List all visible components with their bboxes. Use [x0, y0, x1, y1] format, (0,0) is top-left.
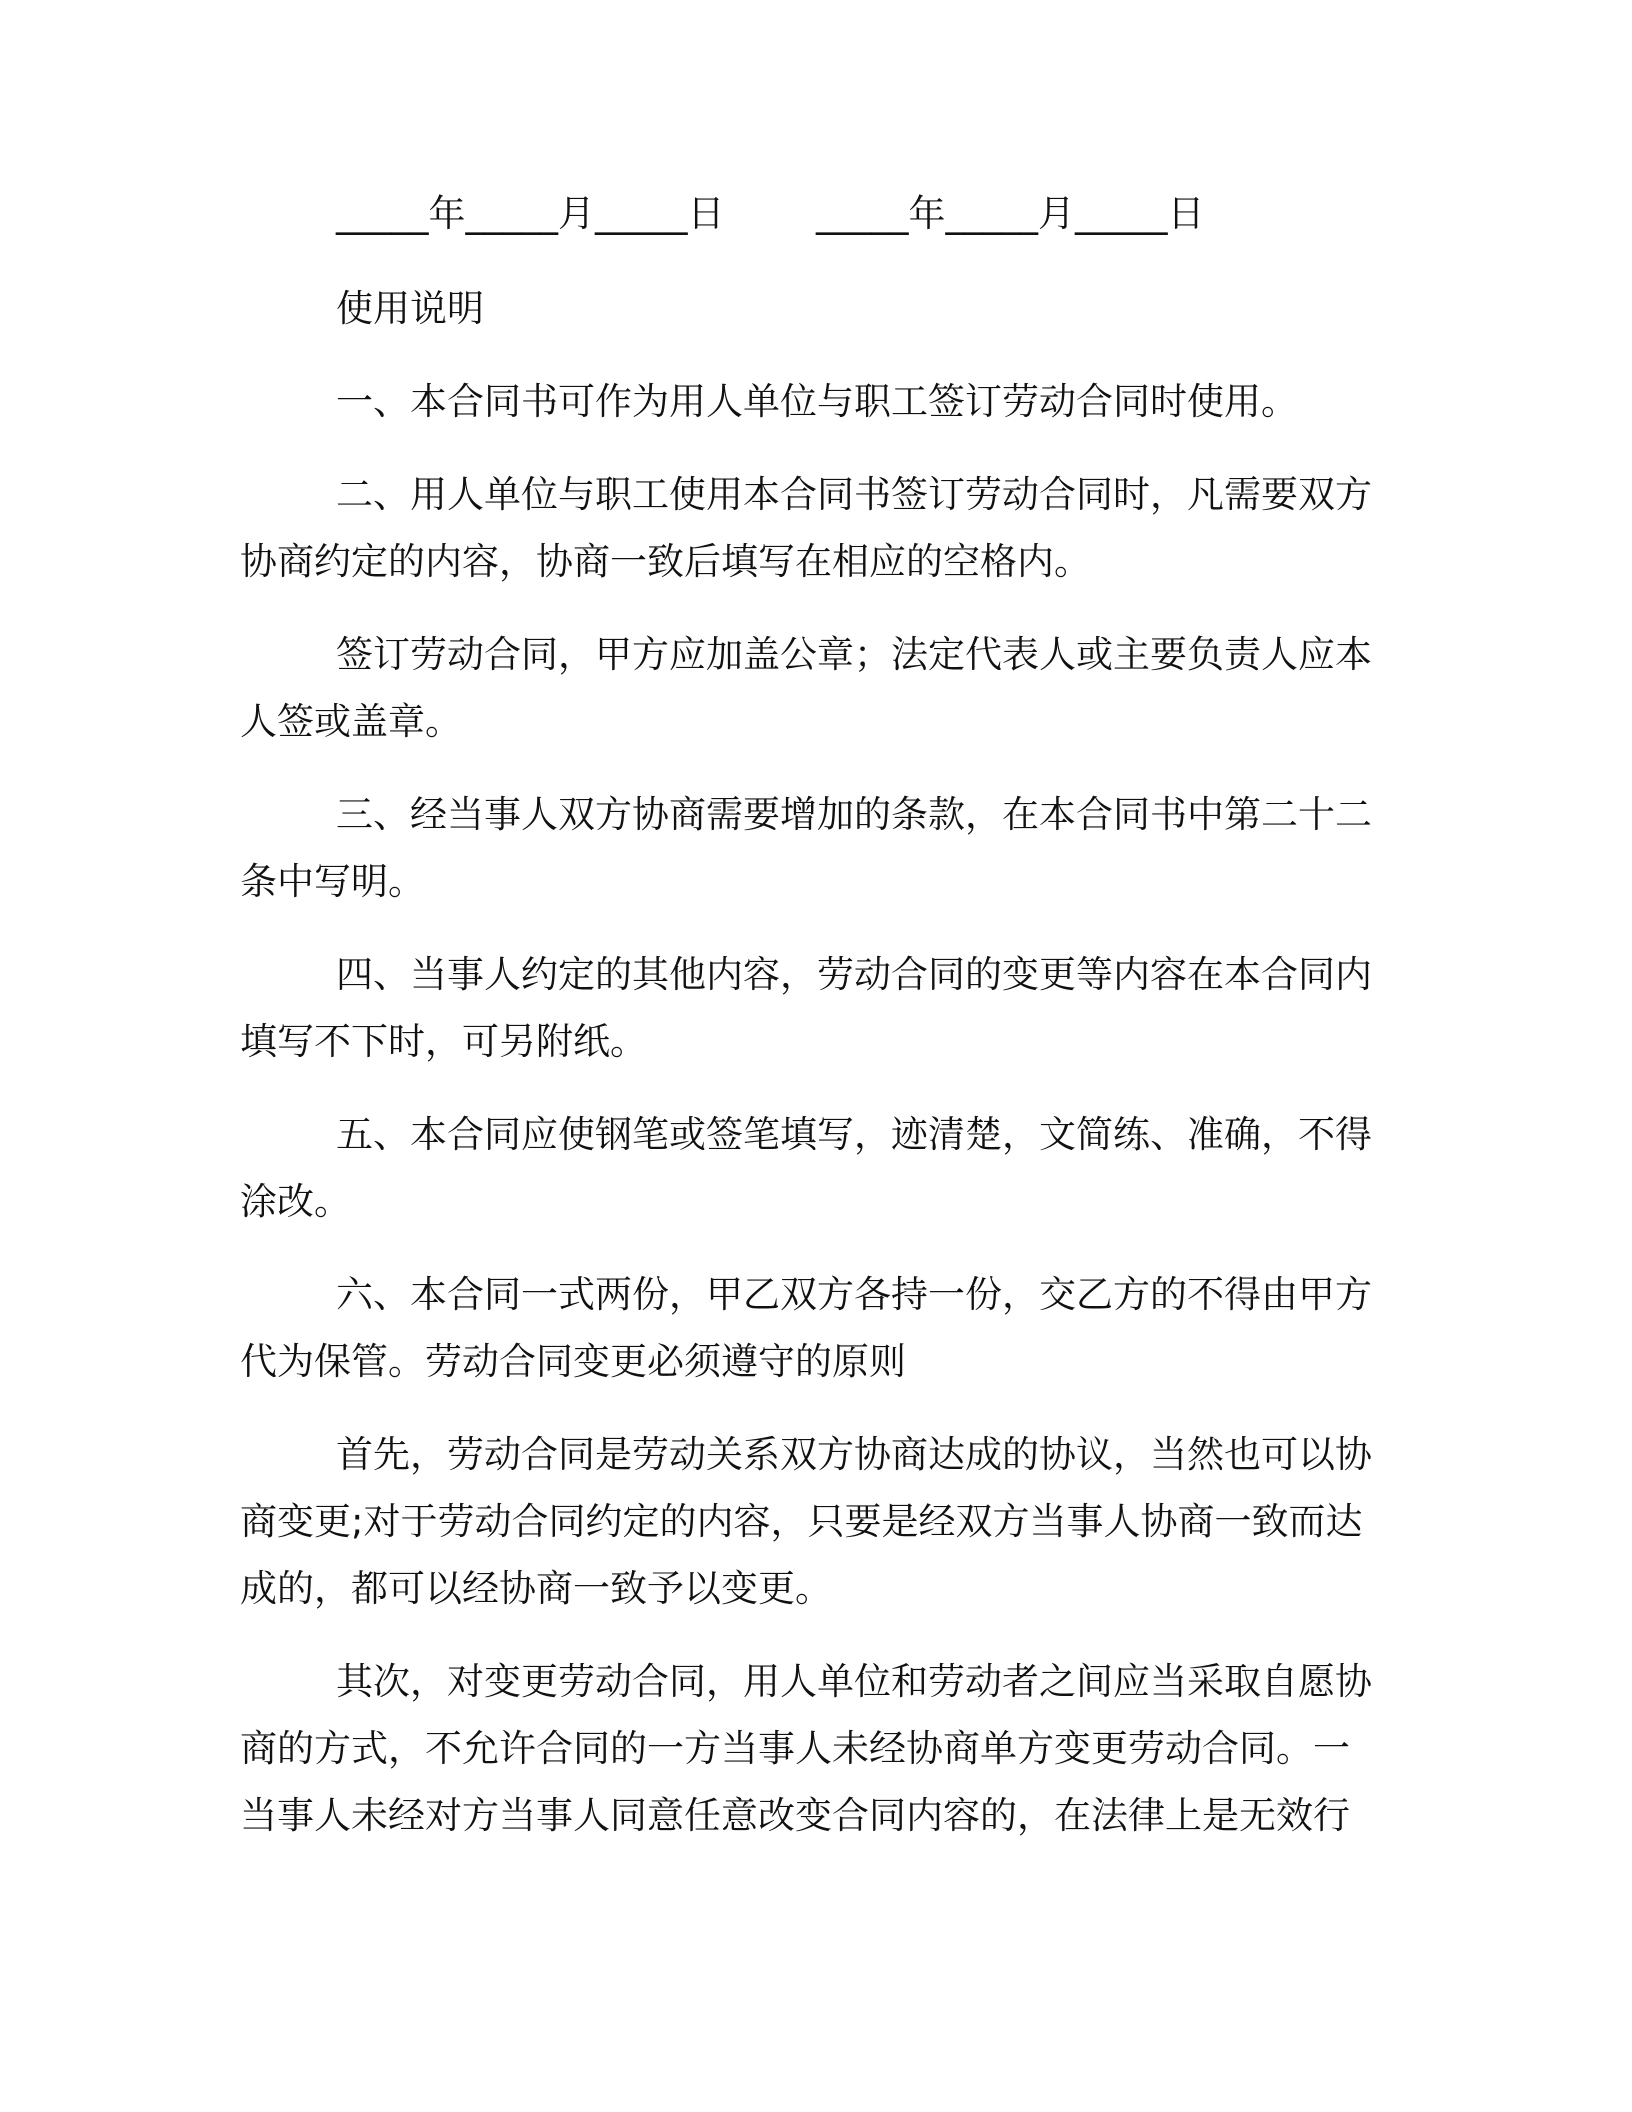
paragraph-line: 协商约定的内容，协商一致后填写在相应的空格内。: [240, 540, 1091, 583]
paragraph: [240, 781, 1380, 915]
paragraph: [240, 368, 1380, 435]
paragraph-line: 人签或盖章。: [240, 700, 462, 743]
paragraph: [240, 1101, 1380, 1235]
heading-text: 使用说明: [336, 287, 484, 330]
paragraph-line: 签订劳动合同，甲方应加盖公章；法定代表人或主要负责人应本: [336, 633, 1372, 676]
paragraph-line: 五、本合同应使钢笔或签笔填写，迹清楚，文简练、准确，不得: [336, 1113, 1372, 1156]
paragraph-line: 填写不下时，可另附纸。: [240, 1020, 647, 1063]
paragraph-line: 成的，都可以经协商一致予以变更。: [240, 1567, 832, 1610]
paragraph-line: 四、当事人约定的其他内容，劳动合同的变更等内容在本合同内: [336, 953, 1372, 996]
paragraph: [240, 461, 1380, 595]
paragraph-line: 三、经当事人双方协商需要增加的条款，在本合同书中第二十二: [336, 793, 1372, 836]
document-body: [240, 180, 1380, 1875]
paragraph: [240, 941, 1380, 1075]
signature-date-row: [240, 180, 1380, 247]
paragraph-line: 商的方式，不允许合同的一方当事人未经协商单方变更劳动合同。一: [240, 1727, 1350, 1770]
paragraph-line: 首先，劳动合同是劳动关系双方协商达成的协议，当然也可以协: [336, 1433, 1372, 1476]
paragraph-line: 涂改。: [240, 1180, 351, 1223]
paragraph-line: 二、用人单位与职工使用本合同书签订劳动合同时，凡需要双方: [336, 473, 1372, 516]
paragraph: [240, 1261, 1380, 1395]
section-heading: [240, 275, 1380, 342]
paragraph-line: 其次，对变更劳动合同，用人单位和劳动者之间应当采取自愿协: [336, 1660, 1372, 1703]
date-blank-right: _____年_____月_____日: [816, 192, 1205, 235]
paragraph: [240, 1421, 1380, 1622]
paragraph-line: 代为保管。劳动合同变更必须遵守的原则: [240, 1340, 906, 1383]
paragraph-line: 当事人未经对方当事人同意任意改变合同内容的，在法律上是无效行: [240, 1794, 1350, 1837]
paragraph-line: 一、本合同书可作为用人单位与职工签订劳动合同时使用。: [336, 380, 1298, 423]
paragraph-line: 商变更;对于劳动合同约定的内容，只要是经双方当事人协商一致而达: [240, 1500, 1363, 1543]
date-blank-left: _____年_____月_____日: [336, 192, 725, 235]
paragraph: [240, 1648, 1380, 1849]
paragraph-line: 条中写明。: [240, 860, 425, 903]
paragraph-line: 六、本合同一式两份，甲乙双方各持一份，交乙方的不得由甲方: [336, 1273, 1372, 1316]
paragraph: [240, 621, 1380, 755]
